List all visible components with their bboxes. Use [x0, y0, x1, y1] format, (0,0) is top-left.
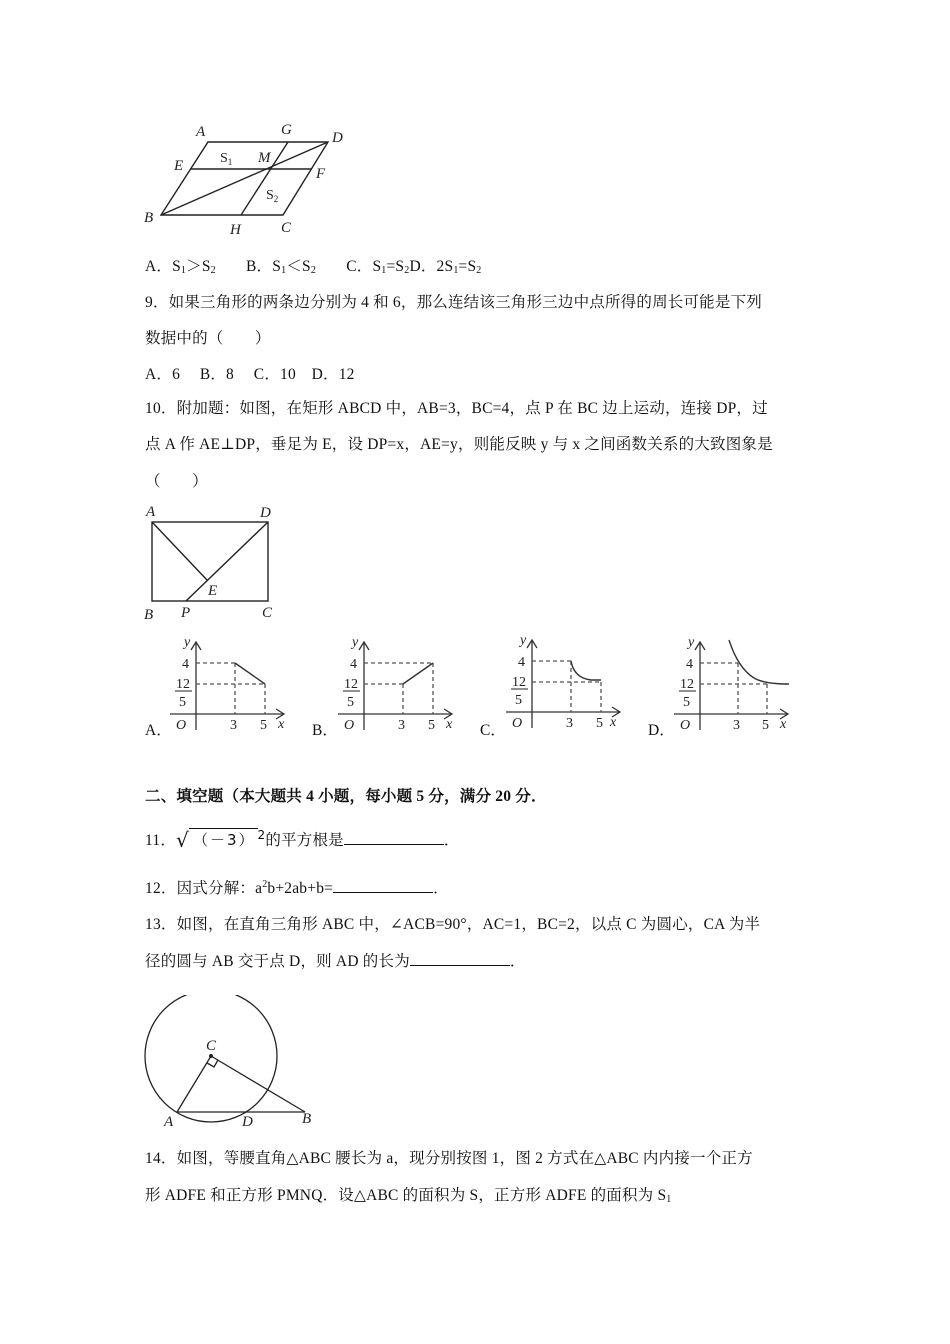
- q8-options: [145, 254, 481, 276]
- label-e: E: [208, 583, 218, 599]
- svg-text:x: x: [610, 715, 617, 730]
- q8-option-b: B．$S_1<S_2$: [246, 258, 317, 276]
- svg-text:4: 4: [686, 657, 693, 672]
- section-2-title: 二、填空题（本大题共 4 小题，每小题 5 分，满分 20 分．: [145, 788, 547, 805]
- rectangle-figure: [140, 500, 290, 625]
- label-e: E: [174, 158, 184, 174]
- label-a: A: [196, 124, 206, 140]
- svg-text:4: 4: [518, 655, 525, 670]
- label-s2: S: [266, 188, 274, 203]
- svg-text:x: x: [278, 717, 285, 732]
- svg-text:S2: $S_2$: [266, 188, 279, 204]
- graph-option-b-label: B．: [312, 722, 338, 739]
- svg-text:S1: $S_1$: [220, 151, 233, 167]
- q13-line1: 13．如图，在直角三角形 ABC 中，∠ACB=90°，AC=1，BC=2，以点 C 为圆心，CA 为半: [145, 916, 761, 933]
- label-b: B: [302, 1111, 312, 1127]
- q11: 11．√ （－3） $^2$的平方根是 ．: [145, 828, 460, 852]
- q13-line2: 径的圆与 AB 交于点 D，则 AD 的长为 ．: [145, 953, 526, 970]
- label-d: D: [332, 130, 343, 146]
- graph-option-d-label: D．: [648, 722, 675, 739]
- svg-text:12: 12: [344, 677, 358, 692]
- svg-text:y: y: [520, 633, 527, 648]
- svg-text:3: 3: [733, 718, 740, 733]
- q10-line3: （ ）: [145, 473, 208, 490]
- svg-text:O: O: [512, 716, 523, 731]
- q10-line1: 10．附加题：如图，在矩形 ABCD 中，AB=3，BC=4，点 P 在 BC 边上运动，连接 DP，过: [145, 400, 768, 417]
- q8-option-a: A．$S_1>S_2$: [145, 258, 216, 276]
- graph-option-c-label: C．: [480, 722, 506, 739]
- label-c: C: [262, 605, 273, 621]
- svg-text:x: x: [446, 717, 453, 732]
- label-b: B: [144, 607, 154, 623]
- svg-text:3: 3: [566, 716, 573, 731]
- svg-text:y: y: [352, 635, 359, 650]
- svg-text:4: 4: [350, 657, 357, 672]
- q12: 12．因式分解：$a^2b+2ab+b=$ ．: [145, 879, 449, 897]
- svg-text:12: 12: [176, 677, 190, 692]
- svg-text:O: O: [176, 718, 187, 733]
- q13-answer-blank[interactable]: [410, 951, 510, 966]
- svg-text:3: 3: [230, 718, 237, 733]
- label-a: A: [146, 504, 156, 520]
- q8-option-c: C．$S_1=S_2$: [346, 258, 410, 276]
- graph-option-c: [506, 628, 631, 733]
- svg-text:5: 5: [428, 718, 435, 733]
- graph-option-a: [170, 630, 295, 735]
- label-d: D: [260, 505, 271, 521]
- label-s1: S: [220, 151, 228, 166]
- svg-text:5: 5: [347, 695, 354, 710]
- label-f: F: [316, 166, 326, 182]
- label-d: D: [242, 1114, 253, 1130]
- q9-line2: 数据中的（ ）: [145, 330, 271, 347]
- svg-text:O: O: [680, 718, 691, 733]
- q9-line1: 9．如果三角形的两条边分别为 4 和 6，那么连结该三角形三边中点所得的周长可能是下列: [145, 294, 762, 311]
- svg-text:5: 5: [260, 718, 267, 733]
- label-m: M: [258, 150, 271, 166]
- label-p: P: [181, 605, 191, 621]
- svg-text:5: 5: [179, 695, 186, 710]
- svg-text:O: O: [344, 718, 355, 733]
- sqrt-expression: √ （－3）: [176, 828, 256, 852]
- svg-text:12: 12: [680, 677, 694, 692]
- parallelogram-figure: [140, 112, 360, 242]
- label-g: G: [281, 122, 292, 138]
- q14-line1: 14．如图，等腰直角△ABC 腰长为 a，现分别按图 1，图 2 方式在△ABC 内内接一个正方: [145, 1150, 753, 1167]
- q8-option-d: D．$2S_1=S_2$: [409, 258, 482, 276]
- label-h: H: [230, 222, 241, 238]
- label-b: B: [144, 210, 154, 226]
- label-c: C: [206, 1038, 217, 1054]
- q9-options: A．6 B．8 C．10 D．12: [145, 366, 355, 383]
- svg-text:y: y: [688, 635, 695, 650]
- svg-text:5: 5: [762, 718, 769, 733]
- q10-line2: 点 A 作 AE⊥DP，垂足为 E，设 DP=x，AE=y，则能反映 y 与 x 之间函数关系的大致图象是: [145, 436, 773, 453]
- q12-answer-blank[interactable]: [333, 878, 433, 893]
- label-a: A: [164, 1114, 174, 1130]
- svg-text:5: 5: [515, 693, 522, 708]
- svg-text:5: 5: [683, 695, 690, 710]
- svg-text:x: x: [780, 717, 787, 732]
- svg-text:5: 5: [596, 716, 603, 731]
- q14-line2: 形 ADFE 和正方形 PMNQ．设△ABC 的面积为 S，正方形 ADFE 的面积为 $S_1$: [145, 1187, 672, 1205]
- label-c: C: [281, 220, 292, 236]
- graph-option-a-label: A．: [145, 722, 172, 739]
- circle-triangle-figure: [140, 995, 320, 1130]
- svg-text:4: 4: [182, 657, 189, 672]
- graph-option-b: [338, 630, 463, 735]
- q11-answer-blank[interactable]: [344, 830, 444, 845]
- svg-text:y: y: [184, 635, 191, 650]
- svg-text:3: 3: [398, 718, 405, 733]
- svg-text:12: 12: [512, 675, 526, 690]
- graph-option-d: [674, 630, 799, 735]
